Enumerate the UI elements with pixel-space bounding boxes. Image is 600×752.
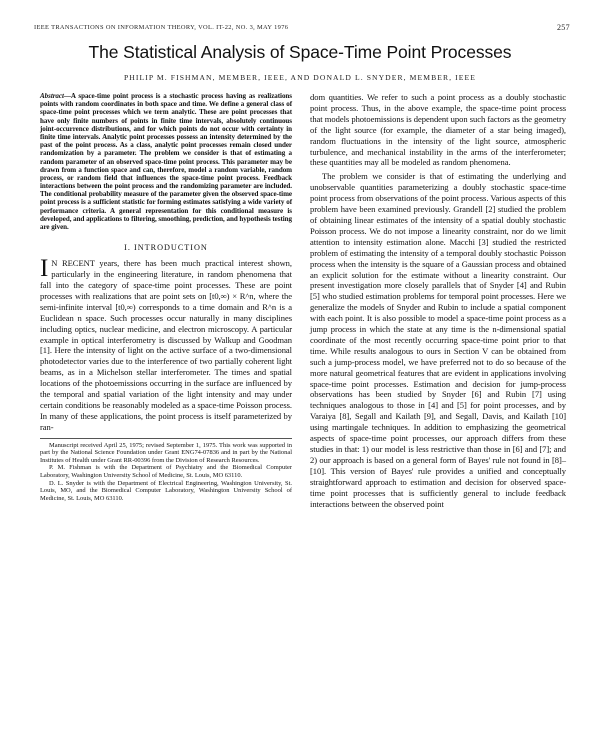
- intro-paragraph-1: [40, 255, 292, 433]
- footnotes: [40, 438, 292, 503]
- intro-paragraph-2: dom quantities. We refer to such a point process as a doubly stochastic point process. Thus, in the above example, the space-time point process that models photoemissions is dependent upon such factors as the geometry of the light source (for example, the diameter of a star being imaged), random fluctuations in the intensity of the light source, atmospheric turbulence, and mechanical instability in the arms of the interferometer; these quantities may all be modeled as random phenomena.: [310, 92, 566, 168]
- section-heading-introduction: I. INTRODUCTION: [124, 243, 208, 253]
- right-column: [310, 92, 566, 509]
- footnote-snyder: D. L. Snyder is with the Department of Electrical Engineering, Washington University, St. Louis, MO, and the Biomedical Computer Laboratory, Washington University School of Medicine, St. Louis, MO 63110.: [40, 479, 292, 502]
- abstract-label: Abstract—: [40, 92, 71, 100]
- intro-paragraph-1-text: N RECENT years, there has been much practical interest shown, particularly in the engineering literature, in random phenomena that fall into the category of space-time point processes. These are point processes with realizations that are point sets on [t0,∞) × R^n, where the semi-infinite interval [t0,∞) corresponds to a time domain and R^n is a Euclidean n space. Such processes occur naturally in many disciplines including optics, nuclear medicine, and electron microscopy. A particular example in optical interferometry is discussed by Walkup and Goodman [1]. Here the intensity of light on the active surface of a two-dimensional photodetector varies due to the interference of two partially coherent light beams, as in a Michelson stellar interferometer. The times and spatial locations of the photoemissions occurring in the surface are influenced by the temporal and spatial variation of the light intensity and may under certain conditions be reasonably modeled as a space-time Poisson process. In many of these applications, the point process is itself parameterized by ran-: [40, 258, 292, 432]
- running-head: [34, 24, 570, 36]
- page-number: 257: [556, 23, 570, 32]
- drop-cap: I: [40, 255, 49, 283]
- paper-title: The Statistical Analysis of Space-Time Point Processes: [88, 42, 512, 62]
- journal-header: IEEE TRANSACTIONS ON INFORMATION THEORY, VOL. IT-22, NO. 3, MAY 1976: [34, 24, 289, 31]
- footnote-fishman: P. M. Fishman is with the Department of Psychiatry and the Biomedical Computer Laboratory, Washington University School of Medicine, St. Louis, MO 63110.: [40, 464, 292, 480]
- intro-paragraph-3: The problem we consider is that of estimating the underlying and unobservable quantities parameterizing a doubly stochastic space-time point process from observations of the point process. Various aspects of this problem have been examined previously. Grandell [2] studied the problem of obtaining linear estimates of the intensity of a spatial doubly stochastic Poisson process. We do not impose a linearity constraint, nor do we limit attention to intensity estimation alone. Macchi [3] studied the restricted problem of estimating the intensity of a temporal doubly stochastic Poisson process when the intensity is the square of a Gaussian process and obtained an explicit solution for the estimate without a linearity constraint. Our present investigation more closely parallels that of Snyder [4] and Rubin [5] who studied estimation problems for temporal point processes. Here we generalize the models of Snyder and Rubin to include a spatial component with each point. It is also possible to model a space-time point process as a jump process in which the state at any time is the n-dimensional spatial coordinate of the most recently occurring space-time point prior to that time. While results analogous to ours in Section V can be obtained from such a jump-process model, we have preferred not to do so because of the more natural geometrical features that are evident in applications involving space-time point processes. Estimation and decision for jump-process observations has been studied by Snyder [6] and Rubin [7] using techniques analogous to those in [4] and [5] for point processes, and by Varaiya [8], Segall and Kailath [9], and Segall, Davis, and Kailath [10] using martingale techniques. In addition to emphasizing the geometrical aspects of space-time point processes, our approach differs from these studies in that: 1) our model is less restrictive than those in [6] and [7]; and 2) our approach is based on a general form of Bayes' rule not found in [8]–[10]. This version of Bayes' rule provides a unified and conceptually straightforward approach to estimation and decision for observed space-time point processes that is sufficiently general to include feedback interactions between the observed point: [310, 171, 566, 509]
- abstract: [40, 92, 292, 231]
- abstract-text: A space-time point process is a stochastic process having as realizations points with random coordinates in both space and time. We define a general class of space-time point processes which we term analytic. These are point processes that have only finite numbers of points in finite time intervals, absolutely continuous joint-occurrence distributions, and for which points do not occur with certainty in finite time intervals. Analytic point processes possess an intensity determined by the past of the point process. As a class, analytic point processes remain closed under randomization by a parameter. The problem we consider is that of estimating a random parameter of an observed space-time point process. This parameter may be drawn from a function space and can, therefore, model a random variable, random process, or random field that influences the space-time point process. Feedback interactions between the point process and the randomizing parameter are included. The conditional probability measure of the parameter given the observed space-time point process is a sufficient statistic for forming estimates satisfying a wide variety of performance criteria. A general representation for this conditional measure is developed, and applications to filtering, smoothing, prediction, and hypothesis testing are given.: [40, 92, 292, 231]
- footnote-manuscript: Manuscript received April 25, 1975; revised September 1, 1975. This work was supported in part by the National Science Foundation under Grant ENG74-07836 and in part by the National Institutes of Health under Grant RR-00396 from the Division of Research Resources.: [40, 441, 292, 464]
- author-line: PHILIP M. FISHMAN, MEMBER, IEEE, AND DONALD L. SNYDER, MEMBER, IEEE: [123, 73, 477, 82]
- left-column: [40, 92, 292, 502]
